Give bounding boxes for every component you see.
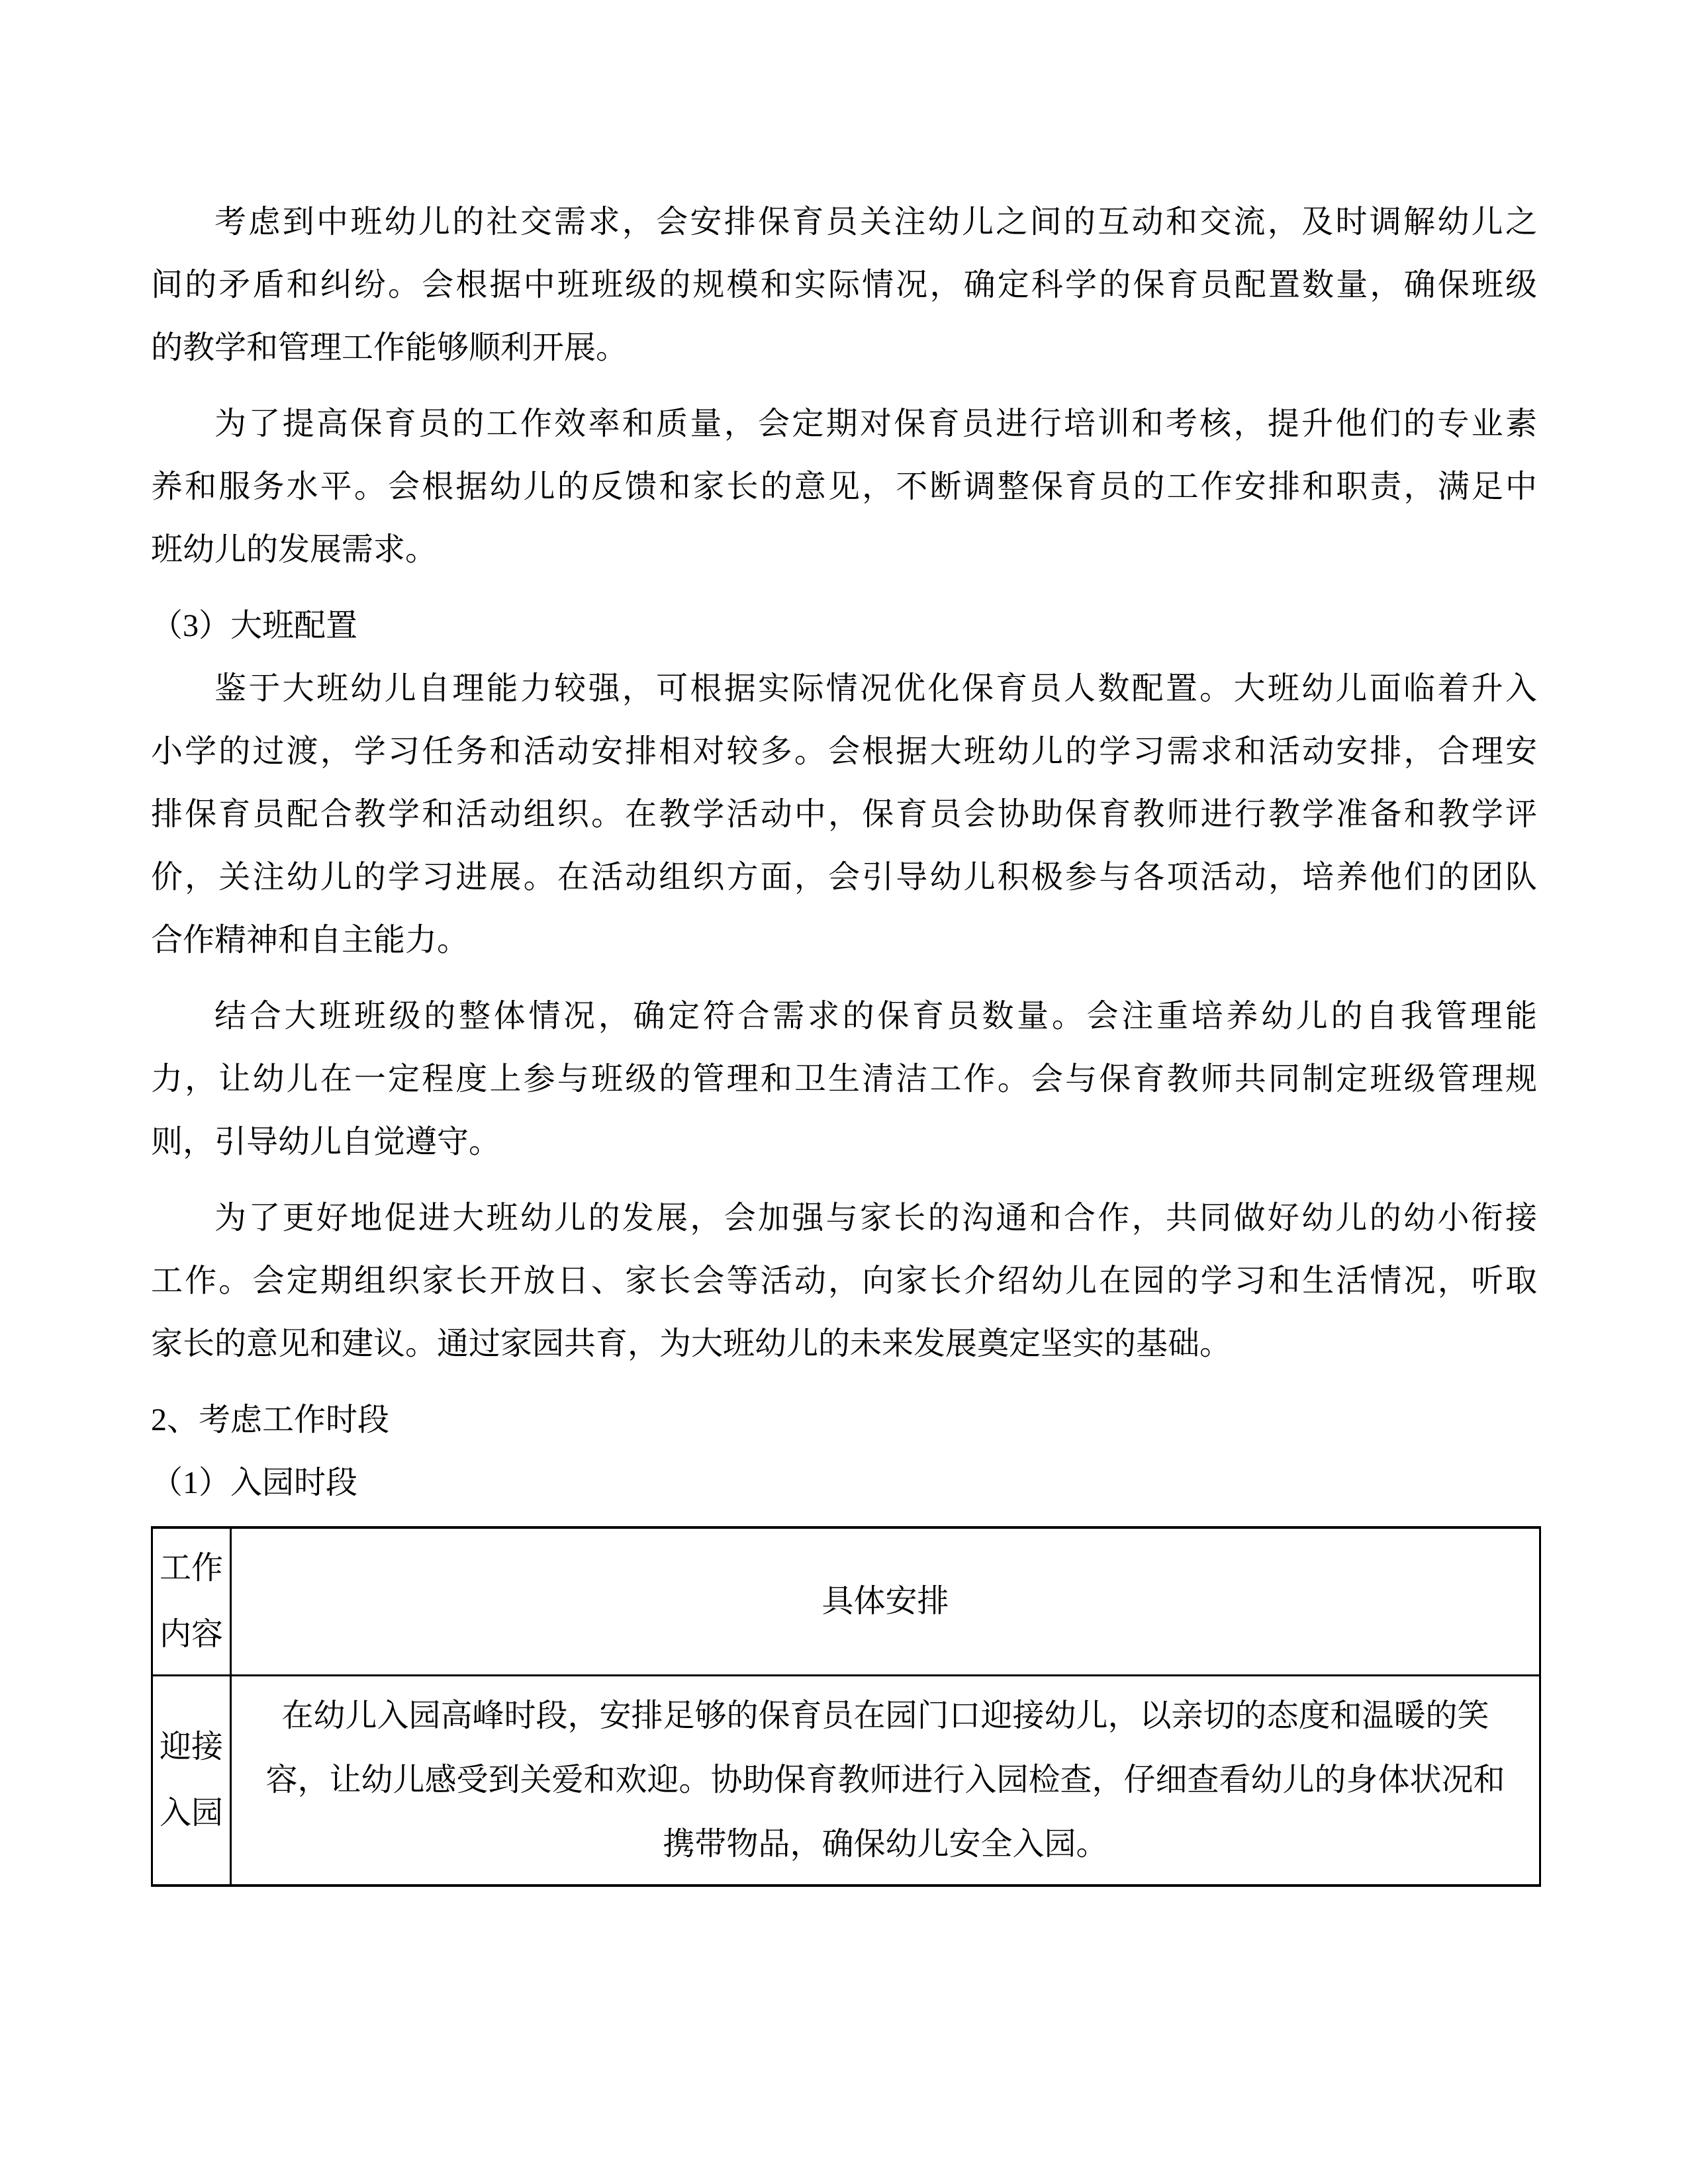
heading-entry-period (151, 1451, 1537, 1514)
text-line: 力，让幼儿在一定程度上参与班级的管理和卫生清洁工作。会与保育教师共同制定班级管理规 (151, 1062, 1537, 1097)
text-line: 班幼儿的发展需求。 (151, 532, 438, 567)
text-line: 结合大班班级的整体情况，确定符合需求的保育员数量。会注重培养幼儿的自我管理能 (214, 999, 1537, 1034)
text-line: 排保育员配合教学和活动组织。在教学活动中，保育员会协助保育教师进行教学准备和教学评 (151, 797, 1537, 832)
entry-period-table (151, 1526, 1541, 1887)
text-line: 间的矛盾和纠纷。会根据中班班级的规模和实际情况，确定科学的保育员配置数量，确保班级 (151, 267, 1537, 302)
text-line: 的教学和管理工作能够顺利开展。 (151, 330, 628, 365)
heading-text: （1）入园时段 (151, 1465, 358, 1500)
paragraph-large-class-overview (151, 657, 1537, 972)
text-line: 工作 (159, 1550, 223, 1586)
table-header-row (152, 1527, 1540, 1675)
text-line: 迎接 (159, 1729, 223, 1764)
text-line: 具体安排 (821, 1583, 949, 1619)
text-line: 在幼儿入园高峰时段，安排足够的保育员在园门口迎接幼儿，以亲切的态度和温暖的笑 (281, 1698, 1489, 1734)
paragraph-training-assessment (151, 392, 1537, 581)
text-line: 养和服务水平。会根据幼儿的反馈和家长的意见，不断调整保育员的工作安排和职责，满足中 (151, 469, 1537, 504)
text-line: 入园 (159, 1795, 223, 1831)
text-line: 鉴于大班幼儿自理能力较强，可根据实际情况优化保育员人数配置。大班幼儿面临着升入 (214, 671, 1537, 706)
text-line: 合作精神和自主能力。 (151, 923, 469, 958)
paragraph-parent-cooperation (151, 1187, 1537, 1375)
text-line: 为了提高保育员的工作效率和质量，会定期对保育员进行培训和考核，提升他们的专业素 (214, 406, 1537, 441)
heading-text: （3）大班配置 (151, 608, 358, 643)
heading-text: 2、考虑工作时段 (151, 1402, 390, 1437)
text-line: 小学的过渡，学习任务和活动安排相对较多。会根据大班幼儿的学习需求和活动安排，合理安 (151, 734, 1537, 769)
text-line: 家长的意见和建议。通过家园共育，为大班幼儿的未来发展奠定坚实的基础。 (151, 1326, 1232, 1361)
table-cell-greet-entry-detail (231, 1675, 1540, 1886)
text-line: 考虑到中班幼儿的社交需求，会安排保育员关注幼儿之间的互动和交流，及时调解幼儿之 (214, 205, 1537, 240)
table-body-row (152, 1675, 1540, 1886)
text-line: 则，引导幼儿自觉遵守。 (151, 1124, 501, 1160)
paragraph-large-class-selfmanage (151, 985, 1537, 1173)
table-cell-greet-entry-label (152, 1675, 231, 1886)
text-line: 为了更好地促进大班幼儿的发展，会加强与家长的沟通和合作，共同做好幼儿的幼小衔接 (214, 1201, 1537, 1236)
text-line: 价，关注幼儿的学习进展。在活动组织方面，会引导幼儿积极参与各项活动，培养他们的团队 (151, 860, 1537, 895)
text-line: 内容 (159, 1616, 223, 1652)
table-header-work-content (152, 1527, 231, 1675)
heading-work-periods (151, 1388, 1537, 1451)
heading-large-class-config (151, 594, 1537, 657)
paragraph-middle-class-social (151, 191, 1537, 379)
text-line: 容，让幼儿感受到关爱和欢迎。协助保育教师进行入园检查，仔细查看幼儿的身体状况和 (265, 1762, 1505, 1798)
text-line: 携带物品，确保幼儿安全入园。 (663, 1827, 1108, 1862)
table-header-arrangement (231, 1527, 1540, 1675)
text-line: 工作。会定期组织家长开放日、家长会等活动，向家长介绍幼儿在园的学习和生活情况，听取 (151, 1263, 1537, 1298)
